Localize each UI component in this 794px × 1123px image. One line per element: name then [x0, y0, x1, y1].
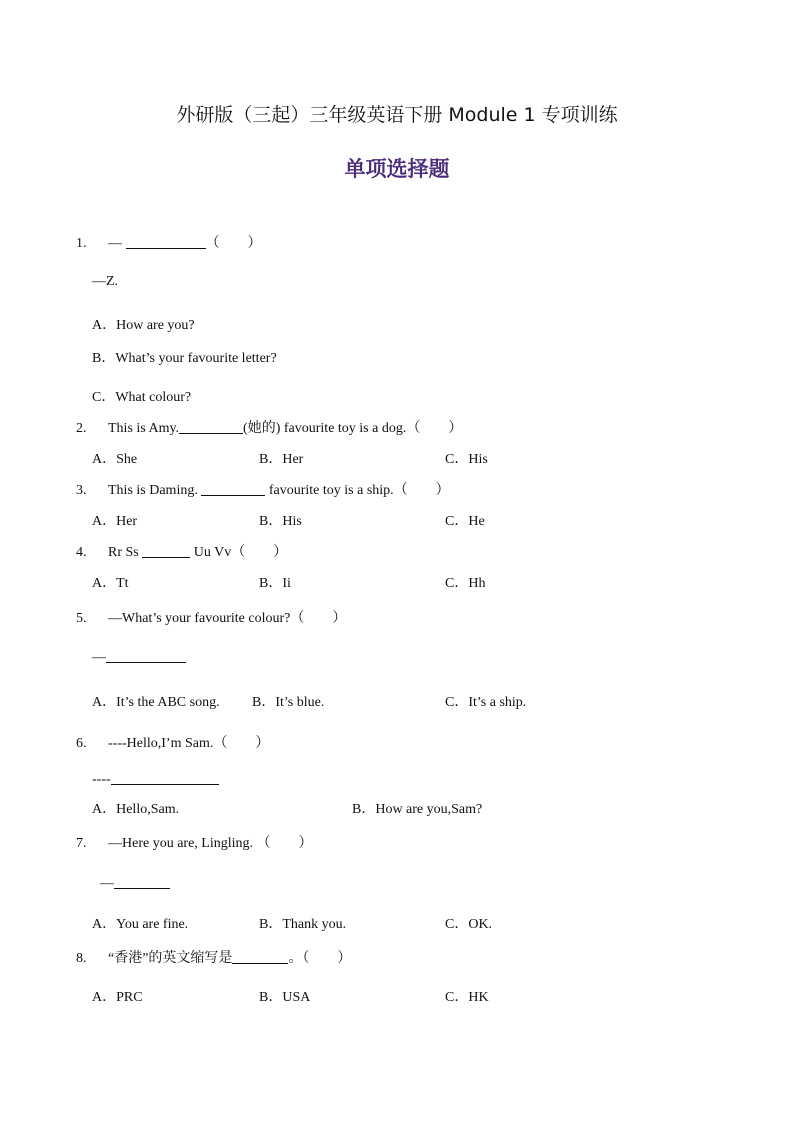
reply-dash: ---- [92, 772, 111, 787]
question-text-end: Uu Vv（ ） [190, 545, 288, 560]
question-text: — [108, 236, 126, 251]
question-number: 5. [76, 611, 87, 626]
question-number: 8. [76, 951, 87, 966]
question-4-option-c[interactable]: C．Hh [445, 576, 486, 591]
question-4-option-b[interactable]: B．Ii [259, 576, 291, 591]
question-7-reply [100, 874, 170, 892]
question-3-option-a[interactable]: A．Her [92, 514, 138, 529]
page-title: 外研版（三起）三年级英语下册 Module 1 专项训练 [176, 104, 618, 126]
question-7-option-c[interactable]: C．OK. [445, 917, 493, 932]
question-text: “香港”的英文缩写是 [108, 951, 233, 966]
question-1-option-b[interactable]: B．What’s your favourite letter? [92, 351, 277, 366]
question-6 [76, 732, 269, 752]
question-5-reply [92, 648, 186, 666]
question-text: ----Hello,I’m Sam.（ ） [108, 736, 270, 751]
question-text: This is Amy. [108, 421, 180, 436]
question-text: —Here you are, Lingling. （ ） [108, 836, 313, 851]
reply-dash: — [92, 650, 106, 665]
question-8 [76, 947, 351, 967]
answer-blank[interactable] [232, 949, 288, 964]
question-3 [76, 479, 450, 499]
answer-blank[interactable] [201, 481, 265, 496]
question-7-option-a[interactable]: A．You are fine. [92, 917, 189, 932]
answer-blank[interactable] [142, 543, 190, 558]
question-text: —What’s your favourite colour?（ ） [108, 611, 347, 626]
question-2-option-b[interactable]: B．Her [259, 452, 304, 467]
question-8-option-c[interactable]: C．HK [445, 990, 489, 1005]
question-2-option-c[interactable]: C．His [445, 452, 488, 467]
question-6-reply [92, 770, 219, 788]
question-8-option-b[interactable]: B．USA [259, 990, 311, 1005]
section-title: 单项选择题 [344, 157, 450, 181]
question-number: 1. [76, 236, 87, 251]
question-6-option-b[interactable]: B．How are you,Sam? [352, 802, 483, 817]
question-number: 6. [76, 736, 87, 751]
question-1-option-a[interactable]: A．How are you? [92, 318, 195, 333]
answer-blank[interactable] [111, 770, 219, 785]
question-4 [76, 541, 287, 561]
answer-blank[interactable] [106, 648, 186, 663]
question-text: This is Daming. [108, 483, 202, 498]
answer-blank[interactable] [114, 874, 170, 889]
question-4-option-a[interactable]: A．Tt [92, 576, 129, 591]
question-number: 7. [76, 836, 87, 851]
question-1-option-c[interactable]: C．What colour? [92, 390, 192, 405]
question-number: 4. [76, 545, 87, 560]
question-text: Rr Ss [108, 545, 143, 560]
question-text-end: 。（ ） [288, 951, 352, 966]
answer-blank[interactable] [126, 234, 206, 249]
question-text-end: favourite toy is a ship.（ ） [265, 483, 450, 498]
question-3-option-b[interactable]: B．His [259, 514, 302, 529]
question-5-option-b[interactable]: B．It’s blue. [252, 695, 325, 710]
question-8-option-a[interactable]: A．PRC [92, 990, 143, 1005]
question-text-end: （ ） [205, 236, 262, 251]
question-number: 3. [76, 483, 87, 498]
question-7 [76, 832, 313, 852]
question-3-option-c[interactable]: C．He [445, 514, 485, 529]
question-1-reply: —Z. [92, 274, 119, 289]
question-5-option-a[interactable]: A．It’s the ABC song. [92, 695, 220, 710]
question-6-option-a[interactable]: A．Hello,Sam. [92, 802, 180, 817]
question-7-option-b[interactable]: B．Thank you. [259, 917, 347, 932]
answer-blank[interactable] [179, 419, 243, 434]
question-5 [76, 607, 346, 627]
question-1 [76, 232, 262, 252]
question-5-option-c[interactable]: C．It’s a ship. [445, 695, 527, 710]
question-2-option-a[interactable]: A．She [92, 452, 138, 467]
question-number: 2. [76, 421, 87, 436]
reply-dash: — [100, 876, 114, 891]
question-2 [76, 417, 462, 437]
question-text-end: (她的) favourite toy is a dog.（ ） [243, 421, 463, 436]
